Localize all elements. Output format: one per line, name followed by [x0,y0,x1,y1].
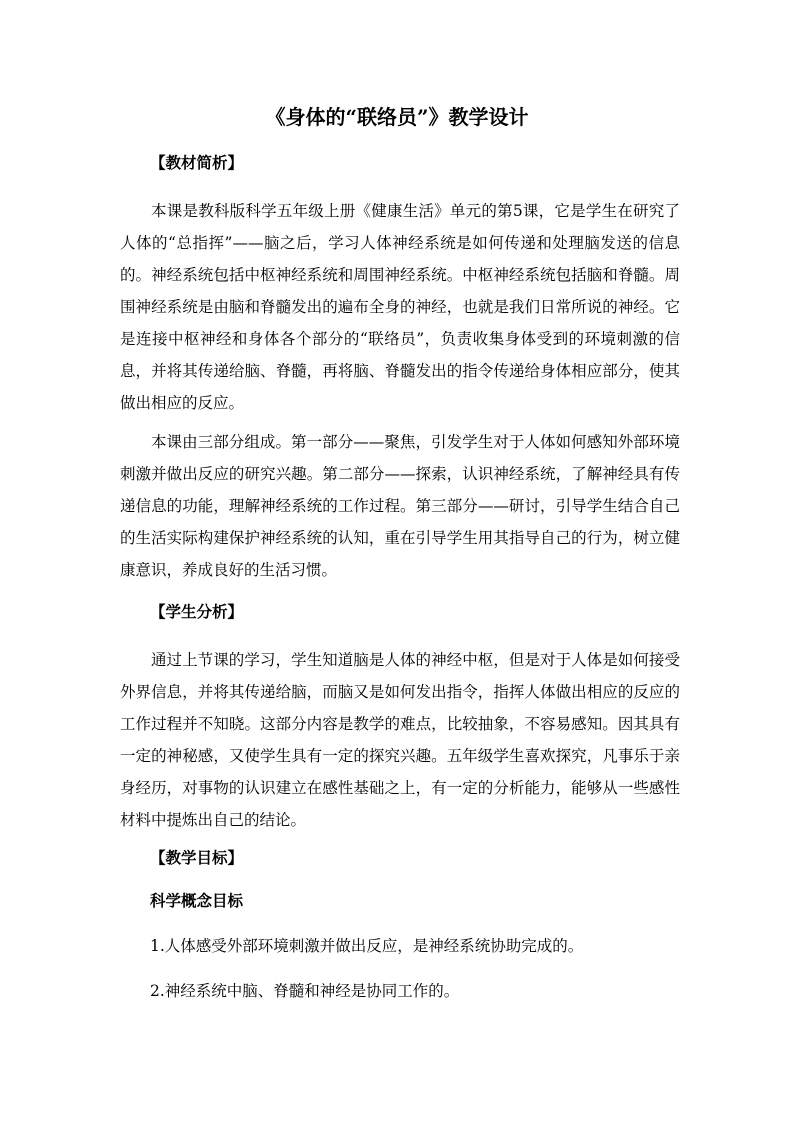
section-heading-material-analysis: 【教材简析】 [150,153,244,172]
subsection-heading-science-concept-goals: 科学概念目标 [150,891,244,910]
paragraph-material-analysis-2: 本课由三部分组成。第一部分——聚焦，引发学生对于人体如何感知外部环境刺激并做出反应的研究兴趣。第二部分——探索，认识神经系统，了解神经具有传递信息的功能，理解神经系统的工作过程。第三部分——研讨，引导学生结合自己的生活实际构建保护神经系统的认知，重在引导学生用其指导自己的行为，树立健康意识，养成良好的生活习惯。 [120,433,680,579]
paragraph-material-analysis-1: 本课是教科版科学五年级上册《健康生活》单元的第5课，它是学生在研究了人体的“总指挥”——脑之后，学习人体神经系统是如何传递和处理脑发送的信息的。神经系统包括中枢神经系统和周围神经系统。中枢神经系统包括脑和脊髓。周围神经系统是由脑和脊髓发出的遍布全身的神经，也就是我们日常所说的神经。它是连接中枢神经和身体各个部分的“联络员”，负责收集身体受到的环境刺激的信息，并将其传递给脑、脊髓，再将脑、脊髓发出的指令传递给身体相应部分，使其做出相应的反应。 [120,202,680,412]
document-title: 《身体的“联络员”》教学设计 [265,105,529,129]
section-heading-student-analysis: 【学生分析】 [150,602,244,621]
section-heading-teaching-goals: 【教学目标】 [150,848,244,867]
paragraph-student-analysis: 通过上节课的学习，学生知道脑是人体的神经中枢，但是对于人体是如何接受外界信息，并将其传递给脑，而脑又是如何发出指令，指挥人体做出相应的反应的工作过程并不知晓。这部分内容是教学的难点，比较抽象，不容易感知。因其具有一定的神秘感，又使学生具有一定的探究兴趣。五年级学生喜欢探究，凡事乐于亲身经历，对事物的认识建立在感性基础之上，有一定的分析能力，能够从一些感性材料中提炼出自己的结论。 [120,651,680,829]
goal-item-1: 1.人体感受外部环境刺激并做出反应，是神经系统协助完成的。 [150,937,584,955]
goal-item-2: 2.神经系统中脑、脊髓和神经是协同工作的。 [150,982,460,1000]
